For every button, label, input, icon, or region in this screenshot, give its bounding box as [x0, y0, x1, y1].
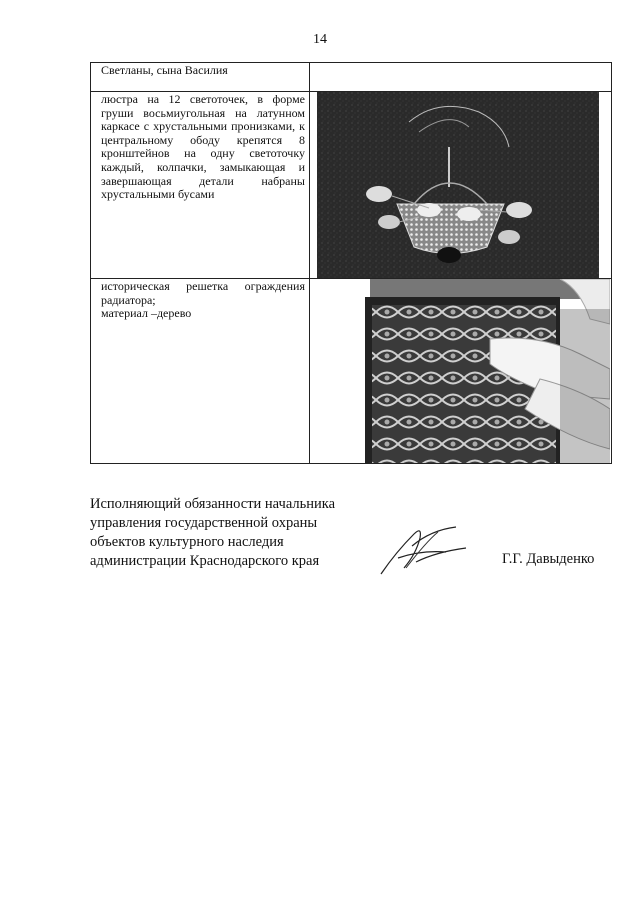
row-material: материал –дерево	[101, 306, 192, 321]
photo-cell	[310, 63, 612, 92]
row-description: Светланы, сына Василия	[101, 63, 228, 77]
description-cell	[91, 279, 310, 464]
table-row	[91, 92, 612, 279]
radiator-grille-photo	[310, 279, 610, 463]
signatory-title-line: объектов культурного наследия	[90, 534, 284, 550]
table-row	[91, 279, 612, 464]
photo-cell	[310, 279, 612, 464]
handwritten-signature	[376, 522, 471, 580]
signatory-title-line: администрации Краснодарского края	[90, 553, 320, 569]
row-description: люстра на 12 светоточек, в форме груши восьмиугольная на латунном каркасе с хрустальными пронизками, к центральному ободу крепятся 8 кронштейнов на одну светоточку каждый, колпачки, замыкающая и завершающая детали набраны хрустальными бусами	[101, 92, 305, 202]
row-description: историческая решетка ограждения радиатора;	[101, 279, 305, 307]
items-table	[90, 62, 612, 464]
page-number: 14	[313, 32, 327, 47]
chandelier-photo	[309, 92, 609, 278]
description-cell	[91, 63, 310, 92]
signatory-title	[90, 495, 335, 571]
description-cell	[91, 92, 310, 279]
photo-cell	[310, 92, 612, 279]
signer-name: Г.Г. Давыденко	[502, 551, 595, 567]
table-row	[91, 63, 612, 92]
signatory-title-line: Исполняющий обязанности начальника	[90, 496, 336, 512]
signatory-title-line: управления государственной охраны	[90, 515, 318, 531]
